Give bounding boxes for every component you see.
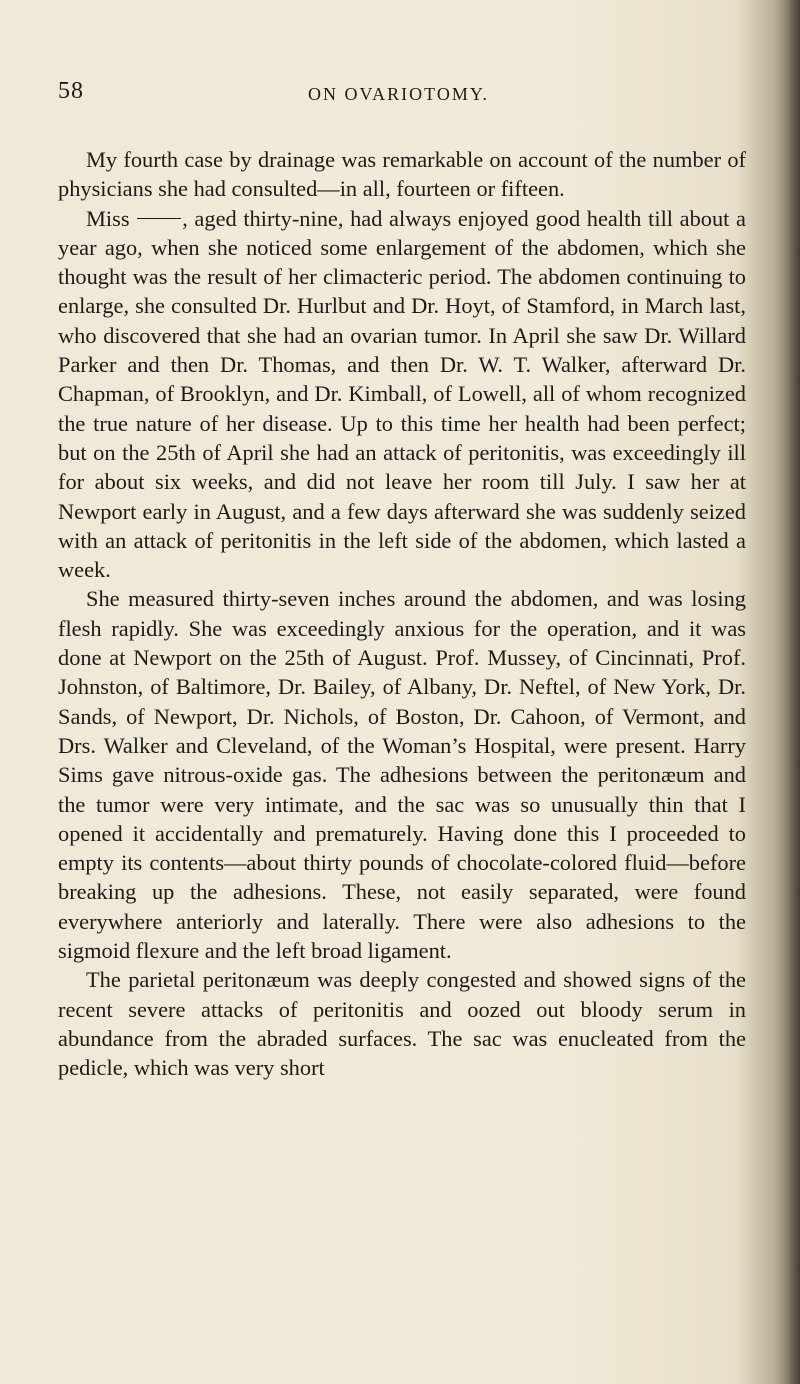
paragraph-3-text: She measured thirty-seven inches around the abdomen, and was losing flesh rapidly. She was exceedingly anxious for the operation, and it was done at Newport on the 25th of August. Prof. Mussey, of Cincinnati, Prof. Johnston, of Baltimore, Dr. Bailey, of Albany, Dr. Neftel, of New York, Dr. Sands, of Newport, Dr. Nichols, of Boston, Dr. Cahoon, of Vermont, and Drs. Walker and Cleveland, of the Woman’s Hospital, were present. Harry Sims gave nitrous-oxide gas. The adhesions between the peritonæum and the tumor were very intimate, and the sac was so unusually thin that I opened it accidentally and prematurely. Having done this I proceeded to empty its contents—about thirty pounds of chocolate-colored fluid—before breaking up the adhesions. These, not easily separated, were found everywhere anteriorly and laterally. There were also adhesions to the sigmoid flexure and the left broad ligament. (58, 586, 746, 964)
name-redaction-blank (137, 218, 181, 219)
paragraph-4 (58, 965, 746, 1082)
page-number: 58 (58, 78, 84, 104)
paragraph-2-text: , aged thirty-nine, had always enjoyed good health till about a year ago, when she noticed some enlargement of the abdomen, which she thought was the result of her climacteric period. The abdomen continuing to enlarge, she consulted Dr. Hurlbut and Dr. Hoyt, of Stamford, in March last, who discovered that she had an ovarian tumor. In April she saw Dr. Willard Parker and then Dr. Thomas, and then Dr. W. T. Walker, afterward Dr. Chapman, of Brooklyn, and Dr. Kimball, of Lowell, all of whom recognized the true nature of her disease. Up to this time her health had been perfect; but on the 25th of April she had an attack of peritonitis, was exceedingly ill for about six weeks, and did not leave her room till July. I saw her at Newport early in August, and a few days afterward she was suddenly seized with an attack of peritonitis in the left side of the abdomen, which lasted a week. (58, 205, 746, 583)
paragraph-3 (58, 584, 746, 965)
paragraph-1 (58, 145, 746, 204)
paragraph-4-text: The parietal peritonæum was deeply congested and showed signs of the recent severe attacks of peritonitis and oozed out bloody serum in abundance from the abraded surfaces. The sac was enucleated from the pedicle, which was very short (58, 967, 746, 1081)
page-edge-shadow (774, 0, 800, 1384)
body-text (58, 145, 746, 1083)
running-head: ON OVARIOTOMY. (308, 84, 490, 104)
page-header (58, 78, 748, 112)
paragraph-2-lead: Miss (86, 205, 130, 231)
paragraph-2 (58, 204, 746, 585)
paragraph-1-text: My fourth case by drainage was remarkable on account of the number of physicians she had consulted—in all, fourteen or fifteen. (58, 147, 746, 202)
